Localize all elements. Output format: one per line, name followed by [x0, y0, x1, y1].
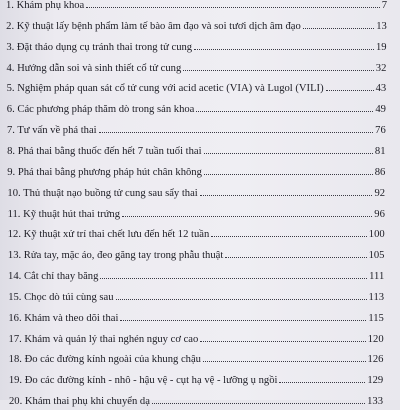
toc-entry [0, 39, 400, 56]
toc-entry [0, 18, 400, 35]
toc-entry [0, 372, 400, 389]
toc-entry-title: 5. Nghiệm pháp quan sát cổ tử cung với acid acetic (VIA) và Lugol (VILI) [6, 83, 324, 95]
toc-entry-title: 7. Tư vấn về phá thai [6, 125, 97, 137]
toc-entry-page-number: 92 [374, 187, 386, 199]
toc-entry-page-number: 113 [368, 291, 385, 303]
toc-entry-title: 6. Các phương pháp thăm dò trong sản khoa [6, 104, 195, 116]
toc-entry-page-number: 43 [375, 83, 387, 95]
toc-entry [0, 226, 400, 243]
dot-leader [200, 195, 373, 196]
dot-leader [203, 361, 366, 362]
toc-entry-page-number: 76 [375, 125, 386, 137]
dot-leader [279, 382, 365, 383]
dot-leader [200, 341, 365, 342]
toc-entry-page-number: 100 [368, 229, 385, 241]
toc-entry-page-number: 133 [367, 396, 383, 408]
toc-entry-title: 3. Đặt tháo dụng cụ tránh thai trong tử cung [6, 41, 193, 53]
toc-entry [0, 393, 400, 410]
toc-entry-title: 14. Cắt chỉ thay băng [8, 271, 99, 283]
dot-leader [120, 320, 366, 321]
toc-entry [0, 80, 400, 97]
dot-leader [116, 299, 367, 300]
toc-entry-page-number: 49 [375, 104, 386, 116]
toc-entry-title: 13. Rửa tay, mặc áo, đeo găng tay trong phẫu thuật [7, 250, 224, 262]
toc-entry [0, 101, 400, 118]
dot-leader [99, 132, 374, 133]
toc-entry [0, 60, 400, 77]
dot-leader [194, 49, 374, 50]
dot-leader [196, 111, 373, 112]
toc-entry-title: 12. Kỹ thuật xử trí thai chết lưu đến hết 12 tuần [7, 229, 210, 241]
toc-entry-title: 19. Đo các đường kính - nhô - hậu vệ - cụt hạ vệ - lưỡng ụ ngồi [8, 375, 278, 387]
toc-entry [0, 185, 400, 202]
toc-entry-page-number: 111 [369, 271, 385, 283]
toc-entry-title: 1. Khám phụ khoa [6, 0, 85, 11]
toc-entry-title: 17. Khám và quản lý thai nghén nguy cơ cao [8, 333, 199, 345]
toc-entry-page-number: 32 [375, 62, 387, 74]
toc-entry-title: 2. Kỹ thuật lấy bệnh phẩm làm tế bào âm đạo và soi tươi dịch âm đạo [6, 20, 301, 32]
dot-leader [225, 257, 366, 258]
toc-entry-page-number: 19 [375, 41, 387, 53]
toc-entry [0, 351, 400, 368]
toc-entry-title: 10. Thủ thuật nạo buồng tử cung sau sẩy thai [7, 187, 198, 199]
toc-entry [0, 122, 400, 139]
toc-entry-title: 9. Phá thai bằng phương pháp hút chân không [7, 166, 202, 178]
toc-entry-title: 18. Đo các đường kính ngoài của khung chậu [8, 354, 201, 366]
toc-entry-title: 20. Khám thai phụ khi chuyển dạ [9, 396, 150, 408]
toc-entry-title: 8. Phá thai bằng thuốc đến hết 7 tuần tuổi thai [7, 145, 202, 157]
toc-entry-page-number: 96 [374, 208, 385, 220]
toc-entry [0, 331, 400, 348]
toc-entry [0, 206, 400, 223]
toc-entry-page-number: 13 [376, 20, 387, 32]
toc-entry-page-number: 86 [374, 166, 386, 178]
toc-entry-page-number: 105 [368, 250, 385, 262]
toc-entry [0, 268, 400, 285]
dot-leader [100, 278, 367, 279]
toc-entry-title: 11. Kỹ thuật hút thai trứng [7, 208, 121, 220]
toc-entry-page-number: 115 [368, 312, 384, 324]
dot-leader [183, 70, 374, 71]
toc-entry [0, 143, 400, 160]
dot-leader [122, 216, 372, 217]
toc-entry-page-number: 7 [381, 0, 387, 11]
dot-leader [326, 90, 374, 91]
toc-entry [0, 0, 400, 14]
toc-entry-page-number: 129 [367, 375, 384, 387]
toc-entry [0, 289, 400, 306]
dot-leader [211, 236, 367, 237]
dot-leader [86, 7, 379, 8]
dot-leader [204, 153, 373, 154]
toc-entry-title: 16. Khám và theo dõi thai [8, 312, 119, 324]
dot-leader [303, 28, 374, 29]
dot-leader [204, 174, 373, 175]
toc-entry [0, 164, 400, 181]
dot-leader [152, 403, 365, 404]
toc-entry [0, 247, 400, 264]
toc-entry-page-number: 126 [367, 354, 384, 366]
toc-entry-title: 15. Chọc dò túi cùng sau [8, 291, 114, 303]
toc-entry-title: 4. Hướng dẫn soi và sinh thiết cổ tử cung [6, 62, 182, 74]
toc-entry-page-number: 81 [374, 145, 386, 157]
toc-entry [0, 310, 400, 327]
toc-entry-page-number: 120 [367, 333, 384, 345]
